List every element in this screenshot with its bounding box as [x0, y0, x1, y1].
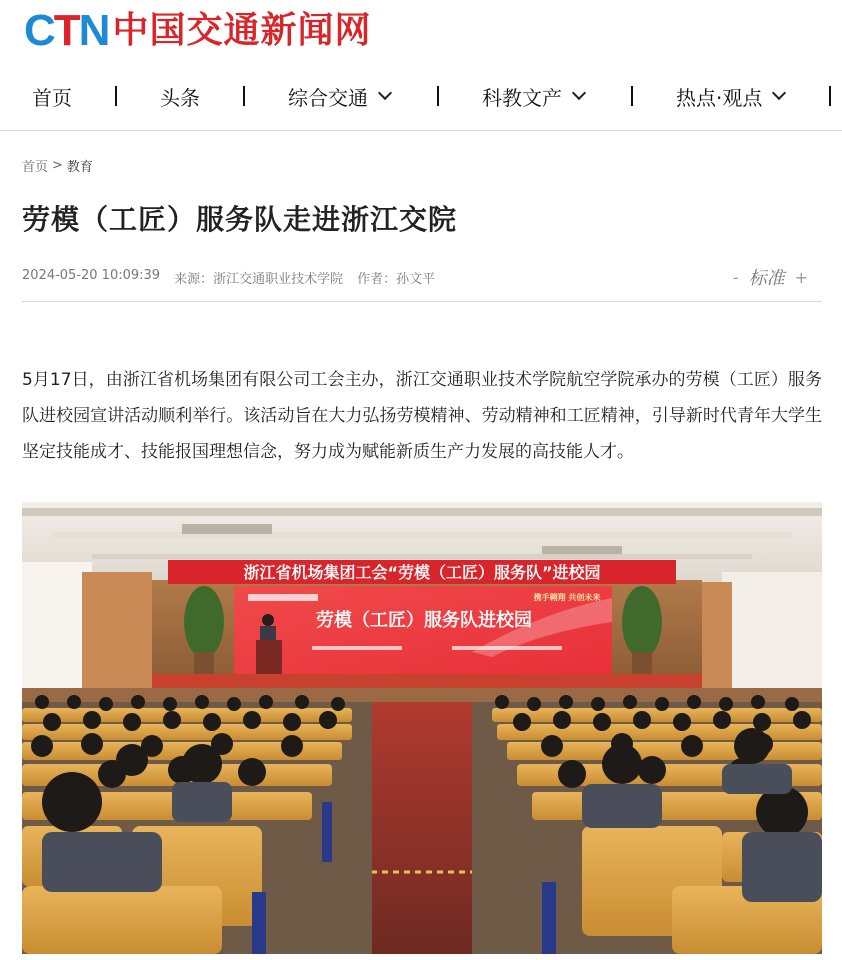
article-photo	[22, 502, 822, 954]
left-seating	[22, 695, 372, 954]
nav-item-hot-views[interactable]	[676, 76, 784, 116]
article-title: 劳模（工匠）服务队走进浙江交院	[22, 203, 458, 236]
speaker	[262, 614, 274, 626]
screen-slogan: 携手翱翔 共创未来	[533, 593, 601, 602]
nav-item-transport[interactable]	[288, 76, 390, 116]
article-paragraph: 5月17日，由浙江省机场集团有限公司工会主办，浙江交通职业技术学院航空学院承办的劳模（工匠）服务队进校园宣讲活动顺利举行。该活动旨在大力弘扬劳模精神、劳动精神和工匠精神，引导新时代青年大学生坚定技能成才、技能报国理想信念，努力成为赋能新质生产力发展的高技能人才。	[22, 370, 822, 462]
nav-item-label: 热点·观点	[676, 85, 763, 110]
article-author: 作者：孙文平	[357, 272, 436, 287]
meta-divider	[22, 301, 822, 302]
article-datetime: 2024-05-20 10:09:39	[22, 268, 161, 283]
podium	[256, 640, 282, 676]
plant-left	[184, 586, 224, 658]
font-size-label: 标准	[748, 268, 785, 289]
nav-item-label: 首页	[32, 85, 72, 110]
chevron-down-icon	[378, 86, 392, 100]
article-meta	[22, 268, 435, 287]
font-decrease-button[interactable]: -	[732, 267, 739, 287]
nav-item-home[interactable]	[32, 76, 72, 116]
nav-divider	[243, 86, 245, 106]
nav-item-label: 科教文产	[482, 85, 562, 110]
nav-divider	[115, 86, 117, 106]
logo-chinese-name: 中国交通新闻网	[112, 10, 372, 51]
nav-item-headlines[interactable]	[160, 76, 200, 116]
nav-bottom-border	[0, 130, 842, 131]
logo-letter-t: T	[53, 6, 79, 55]
breadcrumb-separator: >	[52, 158, 63, 173]
logo-ctn	[24, 8, 108, 54]
breadcrumb	[22, 156, 93, 175]
chevron-down-icon	[572, 86, 586, 100]
breadcrumb-current-link[interactable]: 教育	[66, 160, 93, 175]
nav-divider	[437, 86, 439, 106]
logo-letter-n: N	[78, 6, 109, 55]
site-logo[interactable]	[24, 8, 371, 54]
nav-item-label: 综合交通	[288, 85, 368, 110]
banner-text: 浙江省机场集团工会“劳模（工匠）服务队”进校园	[243, 563, 601, 582]
nav-item-label: 头条	[160, 85, 200, 110]
article-source: 来源：浙江交通职业技术学院	[174, 272, 344, 287]
font-increase-button[interactable]: +	[794, 267, 808, 287]
nav-divider	[631, 86, 633, 106]
font-size-control	[733, 264, 808, 290]
nav-divider	[829, 86, 831, 106]
right-seating	[472, 695, 822, 954]
main-nav	[0, 76, 842, 116]
nav-item-education-culture[interactable]	[482, 76, 584, 116]
logo-letter-c: C	[24, 6, 54, 55]
breadcrumb-home-link[interactable]: 首页	[22, 160, 49, 175]
screen-title: 劳模（工匠）服务队进校园	[316, 610, 532, 631]
chevron-down-icon	[772, 86, 786, 100]
event-photo-illustration	[22, 502, 822, 954]
plant-right	[622, 586, 662, 658]
